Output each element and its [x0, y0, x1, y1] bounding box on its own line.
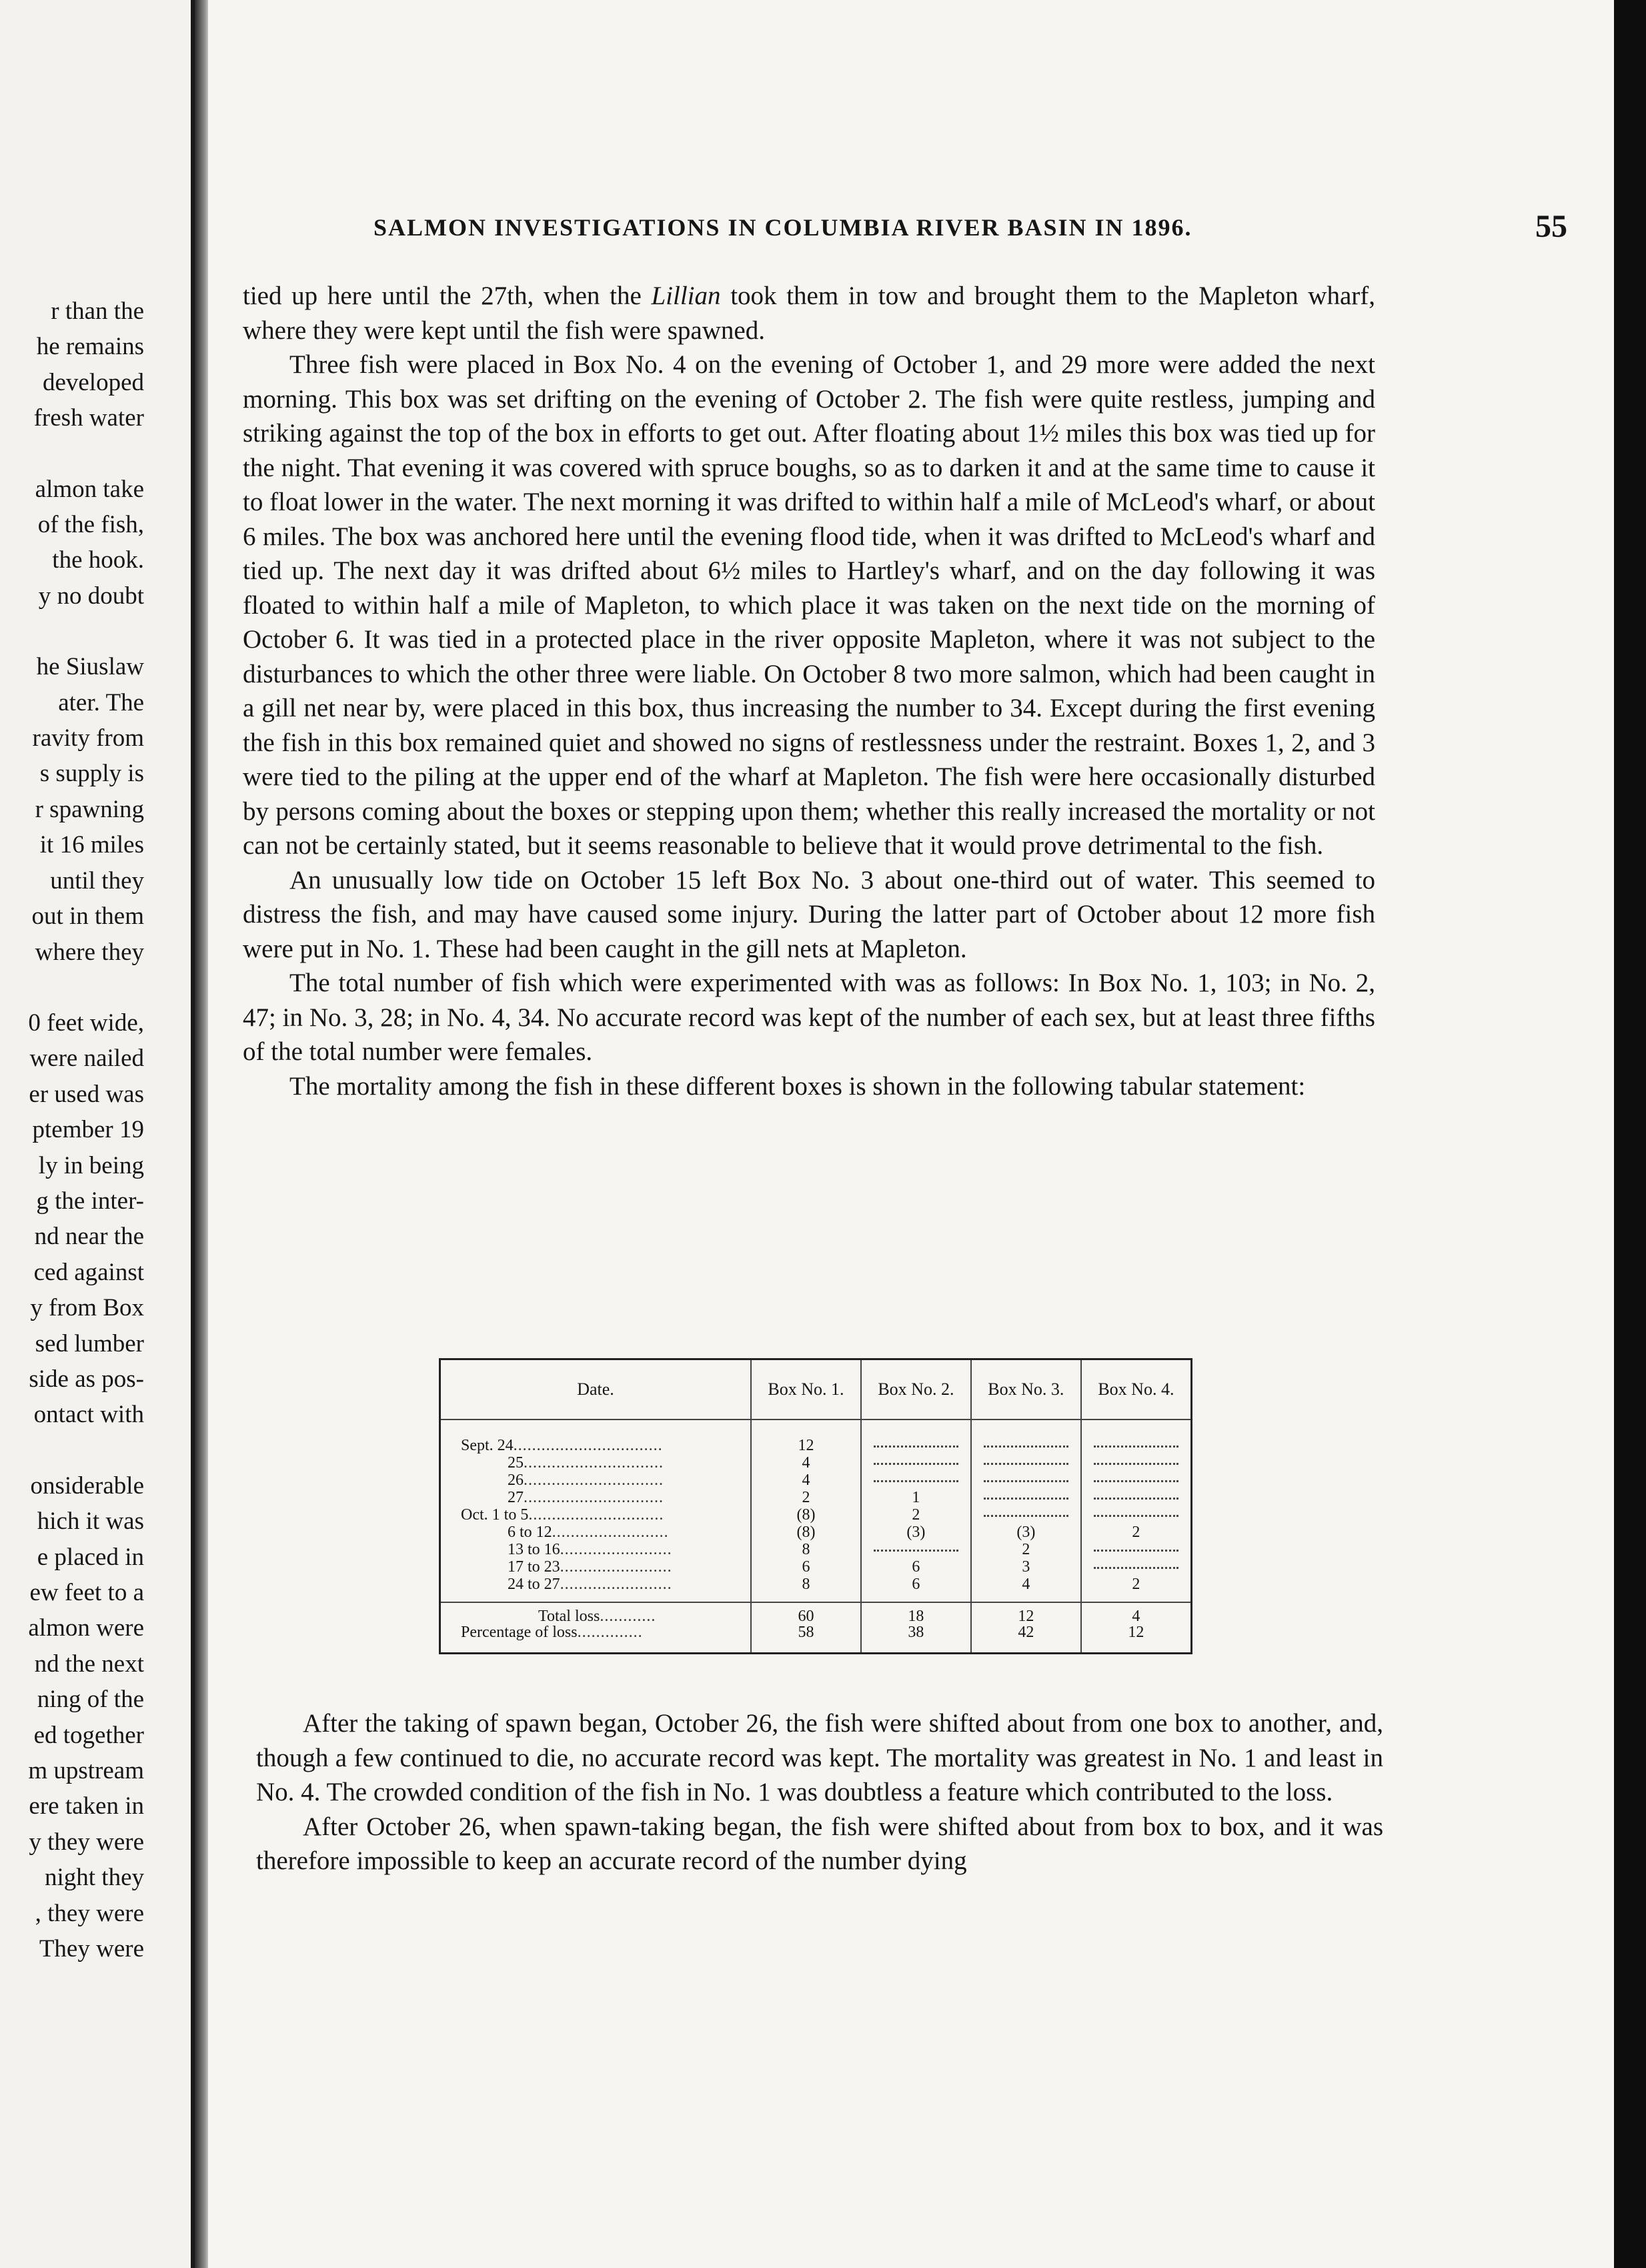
- totals-row: [440, 1624, 1192, 1654]
- table-header-row: [440, 1359, 1192, 1420]
- value-cell: 2: [971, 1540, 1081, 1558]
- previous-page-line: where they: [35, 938, 144, 966]
- value-cell: [1081, 1454, 1192, 1471]
- previous-page-line: e placed in: [37, 1543, 144, 1571]
- value-cell: 6: [861, 1575, 971, 1602]
- previous-page-text: [28, 294, 144, 1966]
- leader-dots: ........................: [560, 1541, 672, 1558]
- empty-leader: [1094, 1490, 1178, 1500]
- previous-page-line: ced against: [33, 1258, 144, 1286]
- value-cell: [861, 1420, 971, 1454]
- date-cell: [440, 1488, 752, 1506]
- body-text-continued: [256, 1706, 1383, 1878]
- leader-dots: ..............................: [524, 1489, 664, 1506]
- previous-page-line: ed together: [33, 1721, 144, 1749]
- previous-page-line: ew feet to a: [29, 1579, 144, 1606]
- empty-leader: [1094, 1542, 1178, 1552]
- previous-page-line: developed: [42, 368, 144, 396]
- previous-page-line: g the inter-: [36, 1187, 144, 1215]
- page: [208, 0, 1614, 2268]
- previous-page-line: ravity from: [32, 724, 144, 752]
- totals-label-cell: [440, 1624, 752, 1654]
- paragraph: Three fish were placed in Box No. 4 on the evening of October 1, and 29 more were added the next morning. This box was set drifting on the evening of October 2. The fish were quite restless, jumping and striking against the top of the box in efforts to get out. After floating about 1½ miles this box was tied up for the night. That evening it was covered with spruce boughs, so as to darken it and at the same time to cause it to float lower in the water. The next morning it was drifted to within half a mile of McLeod's wharf, or about 6 miles. The box was anchored here until the evening flood tide, when it was drifted to McLeod's wharf and tied up. The next day it was drifted about 6½ miles to Hartley's wharf, and on the day following it was floated to within half a mile of Mapleton, to which place it was taken on the next tide on the morning of October 6. It was tied in a protected place in the river opposite Mapleton, where it was not subject to the disturbances to which the other three were liable. On October 8 two more salmon, which had been caught in a gill net near by, were placed in this box, thus increasing the number to 34. Except during the first evening the fish in this box remained quiet and showed no signs of restlessness under the restraint. Boxes 1, 2, and 3 were tied to the piling at the upper end of the wharf at Mapleton. The fish were here occasionally disturbed by persons coming about the boxes or stepping upon them; whether this really increased the mortality or not can not be certainly stated, but it seems reasonable to believe that it would prove detrimental to the fish.: [243, 350, 1375, 860]
- empty-leader: [874, 1542, 958, 1552]
- value-cell: 12: [1081, 1624, 1192, 1654]
- value-cell: (3): [861, 1523, 971, 1540]
- previous-page-line: it 16 miles: [39, 831, 144, 859]
- value-cell: (8): [751, 1523, 861, 1540]
- previous-page-line: , they were: [35, 1899, 144, 1927]
- value-cell: 58: [751, 1624, 861, 1654]
- column-header: Box No. 4.: [1081, 1359, 1192, 1420]
- column-header: Box No. 2.: [861, 1359, 971, 1420]
- value-cell: [971, 1506, 1081, 1523]
- previous-page-line: ere taken in: [29, 1792, 144, 1820]
- value-cell: [861, 1454, 971, 1471]
- leader-dots: ..............: [577, 1624, 643, 1641]
- paragraph: An unusually low tide on October 15 left Box No. 3 about one-third out of water. This seemed to distress the fish, and may have caused some injury. During the latter part of October about 12 more fish were put in No. 1. These had been caught in the gill nets at Mapleton.: [243, 865, 1375, 963]
- previous-page-line: ptember 19: [32, 1116, 144, 1144]
- leader-dots: ........................: [560, 1558, 672, 1576]
- empty-leader: [1094, 1455, 1178, 1465]
- value-cell: [1081, 1420, 1192, 1454]
- value-cell: 4: [1081, 1602, 1192, 1624]
- empty-leader: [984, 1490, 1068, 1500]
- date-label: 24 to 27: [508, 1576, 560, 1593]
- previous-page-line: ning of the: [37, 1686, 144, 1714]
- date-label: 25: [508, 1454, 524, 1472]
- previous-page-line: almon take: [35, 475, 144, 503]
- date-label: 17 to 23: [508, 1558, 560, 1576]
- page-number: 55: [1535, 209, 1567, 244]
- previous-page-line: y no doubt: [38, 582, 144, 610]
- previous-page-line: night they: [44, 1864, 144, 1892]
- table-row: [440, 1420, 1192, 1454]
- previous-page-line: ly in being: [38, 1151, 144, 1179]
- column-header: Box No. 3.: [971, 1359, 1081, 1420]
- value-cell: 3: [971, 1558, 1081, 1575]
- previous-page-line: were nailed: [29, 1045, 144, 1073]
- previous-page-line: onsiderable: [30, 1472, 144, 1500]
- value-cell: [861, 1471, 971, 1488]
- value-cell: 2: [861, 1506, 971, 1523]
- previous-page-line: 0 feet wide,: [28, 1009, 144, 1037]
- paragraph: The total number of fish which were experimented with was as follows: In Box No. 1, 103; in No. 2, 47; in No. 3, 28; in No. 4, 34. No accurate record was kept of the number of each sex, but at least three fifths of the total number were females.: [243, 969, 1375, 1066]
- value-cell: [861, 1540, 971, 1558]
- empty-leader: [1094, 1438, 1178, 1448]
- previous-page-line: fresh water: [33, 404, 144, 432]
- previous-page-line: hich it was: [37, 1508, 144, 1536]
- value-cell: 2: [1081, 1575, 1192, 1602]
- previous-page-line: he remains: [36, 333, 144, 361]
- date-label: 13 to 16: [508, 1541, 560, 1558]
- totals-label: Total loss: [538, 1608, 600, 1625]
- date-label: Oct. 1 to 5: [461, 1506, 529, 1524]
- previous-page-line: sed lumber: [35, 1329, 144, 1357]
- leader-dots: ........................: [560, 1576, 672, 1593]
- paragraph: After the taking of spawn began, October 26, the fish were shifted about from one box to another, and, though a few continued to die, no accurate record was kept. The mortality was greatest in No. 1 and least in No. 4. The crowded condition of the fish in No. 1 was doubtless a feature which contributed to the loss.: [256, 1709, 1383, 1806]
- value-cell: 4: [751, 1454, 861, 1471]
- previous-page-line: [28, 1433, 144, 1468]
- date-cell: [440, 1558, 752, 1575]
- value-cell: [1081, 1506, 1192, 1523]
- totals-label-cell: [440, 1602, 752, 1624]
- value-cell: [971, 1454, 1081, 1471]
- empty-leader: [1094, 1507, 1178, 1517]
- empty-leader: [984, 1455, 1068, 1465]
- value-cell: [971, 1420, 1081, 1454]
- value-cell: 38: [861, 1624, 971, 1654]
- value-cell: 18: [861, 1602, 971, 1624]
- empty-leader: [984, 1438, 1068, 1448]
- previous-page-line: nd near the: [34, 1223, 144, 1251]
- value-cell: [1081, 1471, 1192, 1488]
- value-cell: 42: [971, 1624, 1081, 1654]
- previous-page-line: side as pos-: [29, 1365, 144, 1393]
- value-cell: 60: [751, 1602, 861, 1624]
- table-row: [440, 1558, 1192, 1575]
- empty-leader: [874, 1455, 958, 1465]
- value-cell: 2: [751, 1488, 861, 1506]
- previous-page-line: ontact with: [33, 1401, 144, 1429]
- empty-leader: [874, 1438, 958, 1448]
- empty-leader: [1094, 1472, 1178, 1482]
- value-cell: (8): [751, 1506, 861, 1523]
- column-header: Box No. 1.: [751, 1359, 861, 1420]
- previous-page-line: s supply is: [39, 760, 144, 788]
- empty-leader: [984, 1507, 1068, 1517]
- date-cell: [440, 1506, 752, 1523]
- date-label: 27: [508, 1489, 524, 1506]
- previous-page-line: r than the: [51, 298, 144, 325]
- value-cell: [971, 1471, 1081, 1488]
- previous-page-line: he Siuslaw: [36, 653, 144, 681]
- previous-page-line: of the fish,: [37, 511, 144, 539]
- previous-page-line: [28, 436, 144, 472]
- previous-page-line: nd the next: [34, 1650, 144, 1678]
- previous-page-line: the hook.: [52, 546, 144, 574]
- date-cell: [440, 1523, 752, 1540]
- table-row: [440, 1471, 1192, 1488]
- previous-page-line: r spawning: [35, 795, 144, 823]
- value-cell: [971, 1488, 1081, 1506]
- mortality-table: [439, 1358, 1192, 1654]
- date-label: 6 to 12: [508, 1524, 552, 1541]
- value-cell: 2: [1081, 1523, 1192, 1540]
- value-cell: 1: [861, 1488, 971, 1506]
- date-cell: [440, 1454, 752, 1471]
- empty-leader: [984, 1472, 1068, 1482]
- previous-page-line: m upstream: [28, 1757, 144, 1785]
- date-cell: [440, 1471, 752, 1488]
- previous-page-line: [28, 970, 144, 1005]
- previous-page-line: until they: [50, 867, 144, 895]
- value-cell: 6: [751, 1558, 861, 1575]
- table-row: [440, 1488, 1192, 1506]
- column-header: Date.: [440, 1359, 752, 1420]
- previous-page-line: y they were: [29, 1828, 144, 1856]
- previous-page-line: er used was: [29, 1080, 144, 1108]
- value-cell: [1081, 1558, 1192, 1575]
- table-row: [440, 1540, 1192, 1558]
- value-cell: [1081, 1488, 1192, 1506]
- scan-border: [1614, 0, 1646, 2268]
- date-cell: [440, 1575, 752, 1602]
- value-cell: 4: [751, 1471, 861, 1488]
- leader-dots: .........................: [552, 1524, 669, 1541]
- paragraph: The mortality among the fish in these different boxes is shown in the following tabular statement:: [289, 1071, 1306, 1101]
- table-body: [440, 1420, 1192, 1654]
- paragraph: tied up here until the 27th, when the Lillian took them in tow and brought them to the Mapleton wharf, where they were kept until the fish were spawned.: [243, 281, 1375, 345]
- value-cell: 12: [751, 1420, 861, 1454]
- value-cell: 4: [971, 1575, 1081, 1602]
- previous-page-line: [28, 614, 144, 649]
- leader-dots: .............................: [528, 1506, 664, 1524]
- value-cell: 8: [751, 1540, 861, 1558]
- previous-page-line: almon were: [28, 1614, 144, 1642]
- table-row: [440, 1506, 1192, 1523]
- empty-leader: [1094, 1559, 1178, 1569]
- table-row: [440, 1454, 1192, 1471]
- vessel-name: Lillian: [651, 281, 721, 310]
- date-label: 26: [508, 1472, 524, 1489]
- value-cell: [1081, 1540, 1192, 1558]
- body-text: [243, 279, 1375, 1103]
- leader-dots: ..............................: [524, 1472, 664, 1489]
- leader-dots: ..............................: [524, 1454, 664, 1472]
- empty-leader: [874, 1472, 958, 1482]
- previous-page-line: y from Box: [30, 1294, 144, 1322]
- table-row: [440, 1575, 1192, 1602]
- value-cell: (3): [971, 1523, 1081, 1540]
- date-cell: [440, 1420, 752, 1454]
- leader-dots: ................................: [513, 1437, 663, 1454]
- totals-row: [440, 1602, 1192, 1624]
- previous-page-line: out in them: [31, 903, 144, 931]
- value-cell: 8: [751, 1575, 861, 1602]
- paragraph: After October 26, when spawn-taking began, the fish were shifted about from box to box, and it was therefore impossible to keep an accurate record of the number dying: [256, 1812, 1383, 1875]
- date-cell: [440, 1540, 752, 1558]
- running-head: SALMON INVESTIGATIONS IN COLUMBIA RIVER BASIN IN 1896.: [373, 214, 1192, 241]
- table-row: [440, 1523, 1192, 1540]
- previous-page-line: They were: [39, 1935, 144, 1963]
- value-cell: 6: [861, 1558, 971, 1575]
- totals-label: Percentage of loss: [461, 1624, 578, 1641]
- previous-page-edge: [0, 0, 195, 2268]
- previous-page-line: ater. The: [58, 688, 144, 716]
- value-cell: 12: [971, 1602, 1081, 1624]
- leader-dots: ............: [600, 1608, 656, 1625]
- date-label: Sept. 24: [461, 1437, 514, 1454]
